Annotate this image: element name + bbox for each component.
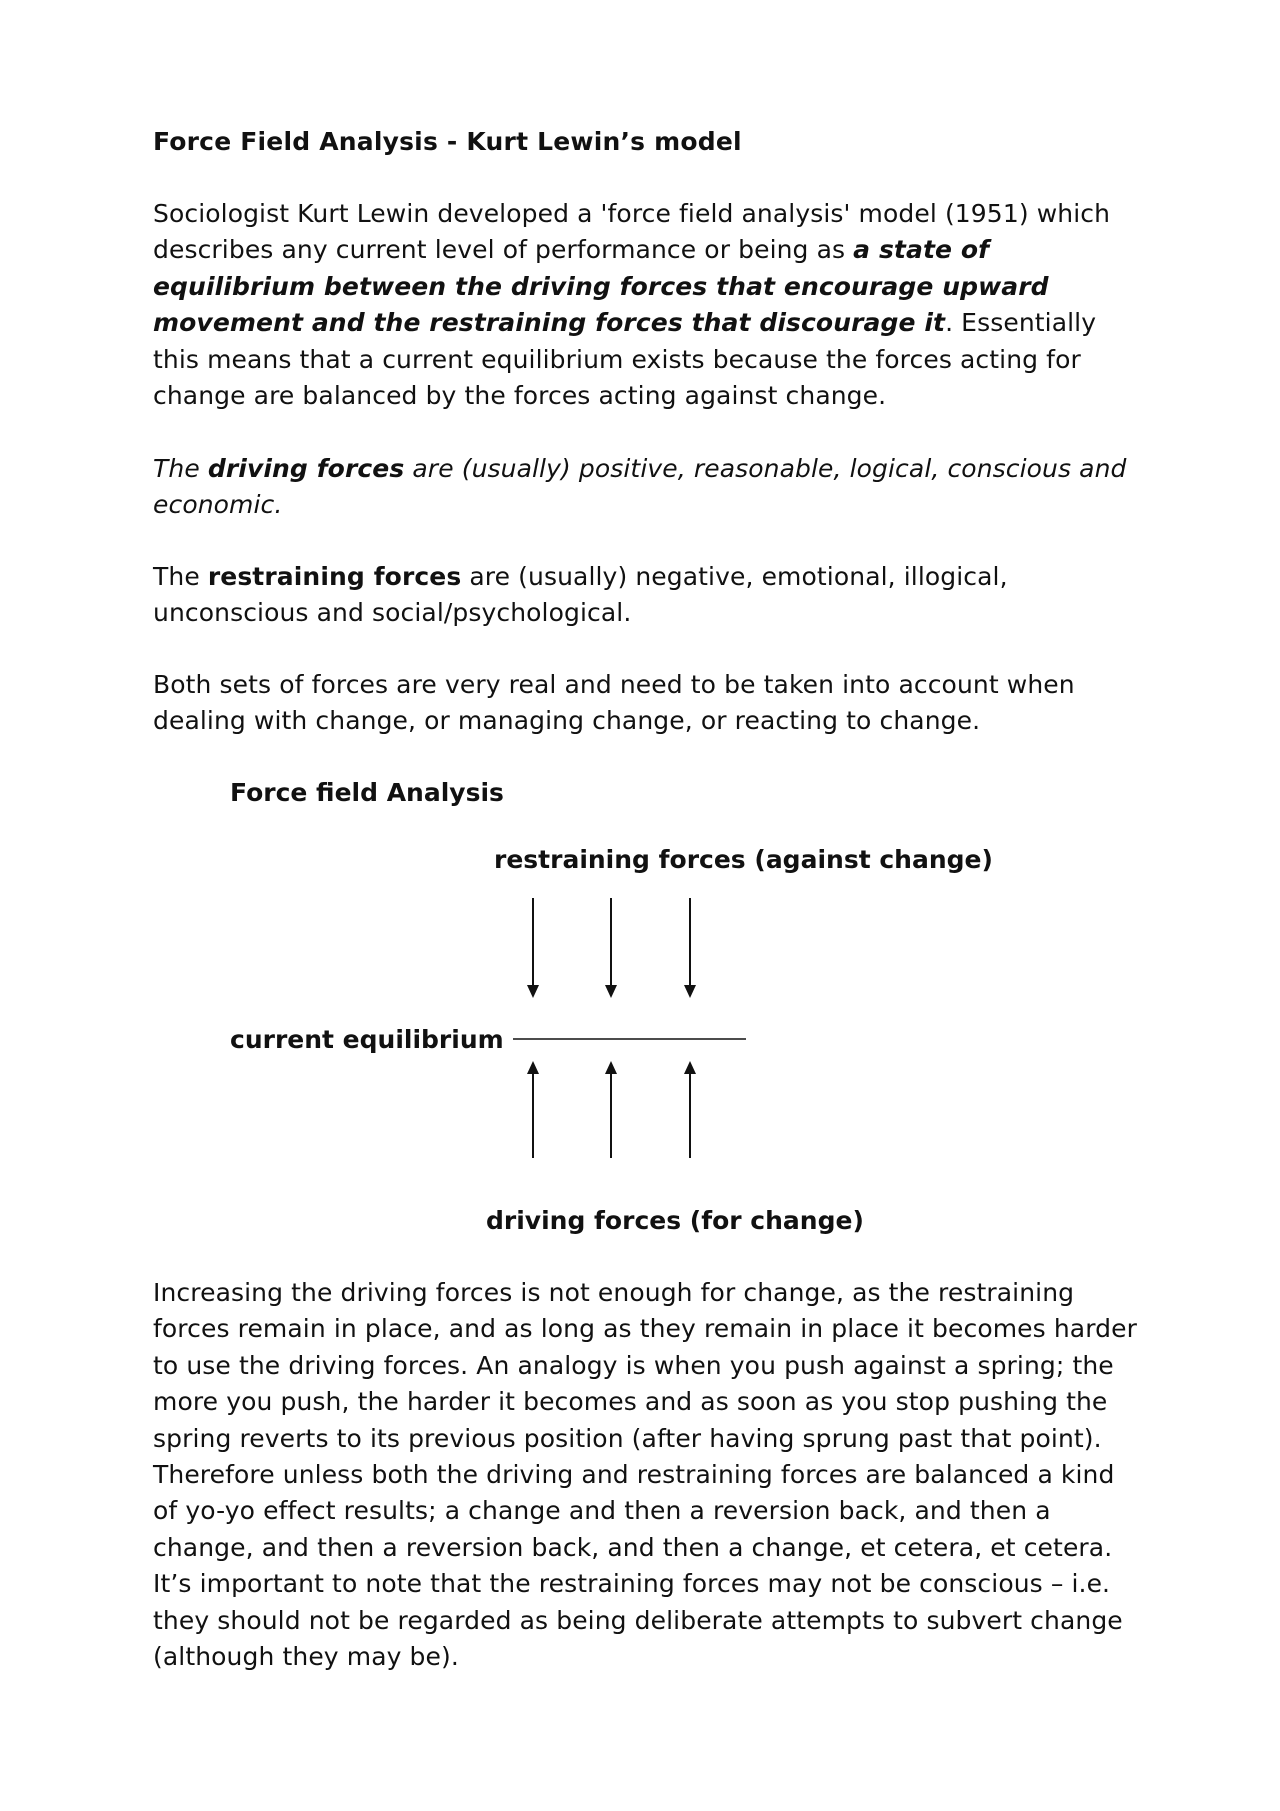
driving-forces-term: driving forces	[207, 454, 405, 483]
intro-text-a: Sociologist Kurt Lewin developed a 'force field analysis' model (1951) which describes any current level of performance or being as	[153, 199, 1111, 265]
driving-arrow	[605, 1061, 617, 1158]
restraining-arrow	[684, 898, 696, 998]
diagram-heading: Force field Analysis	[230, 778, 504, 807]
driving-arrows-group	[527, 1061, 696, 1158]
conclusion-paragraph: Increasing the driving forces is not enough for change, as the restraining forces remain in place, and as long as they remain in place it becomes harder to use the driving forces. An analogy is when you push against a spring; the more you push, the harder it becomes and as soon as you stop pushing the spring reverts to its previous position (after having sprung past that point). Therefore unless both the driving and restraining forces are balanced a kind of yo-yo effect results; a change and then a reversion back, and then a change, and then a reversion back, and then a change, et cetera, et cetera. It’s important to note that the restraining forces may not be conscious – i.e. they should not be regarded as being deliberate attempts to subvert change (although they may be).	[153, 1278, 1137, 1672]
driving-text-c: are (usually) positive, reasonable, logical, conscious and economic.	[153, 454, 1127, 520]
page-title: Force Field Analysis - Kurt Lewin’s model	[153, 127, 742, 156]
restraining-text-a: The	[153, 562, 208, 591]
driving-text-a: The	[153, 454, 208, 483]
intro-emphasis: a state of equilibrium between the driving forces that encourage upward movement and the restraining forces that discourage it	[153, 235, 1049, 338]
restraining-forces-term: restraining forces	[207, 562, 462, 591]
driving-arrow	[527, 1061, 539, 1158]
restraining-arrow	[527, 898, 539, 998]
restraining-arrows-group	[527, 898, 696, 998]
current-equilibrium-label: current equilibrium	[230, 1025, 504, 1054]
both-forces-paragraph: Both sets of forces are very real and need to be taken into account when dealing with change, or managing change, or reacting to change.	[153, 670, 1075, 736]
driving-forces-label: driving forces (for change)	[486, 1206, 864, 1235]
restraining-arrow	[605, 898, 617, 998]
restraining-text-c: are (usually) negative, emotional, illogical, unconscious and social/psychological.	[153, 562, 1008, 628]
restraining-forces-label: restraining forces (against change)	[494, 845, 993, 874]
intro-text-c: . Essentially this means that a current equilibrium exists because the forces acting for change are balanced by the forces acting against change.	[153, 308, 1097, 411]
driving-arrow	[684, 1061, 696, 1158]
